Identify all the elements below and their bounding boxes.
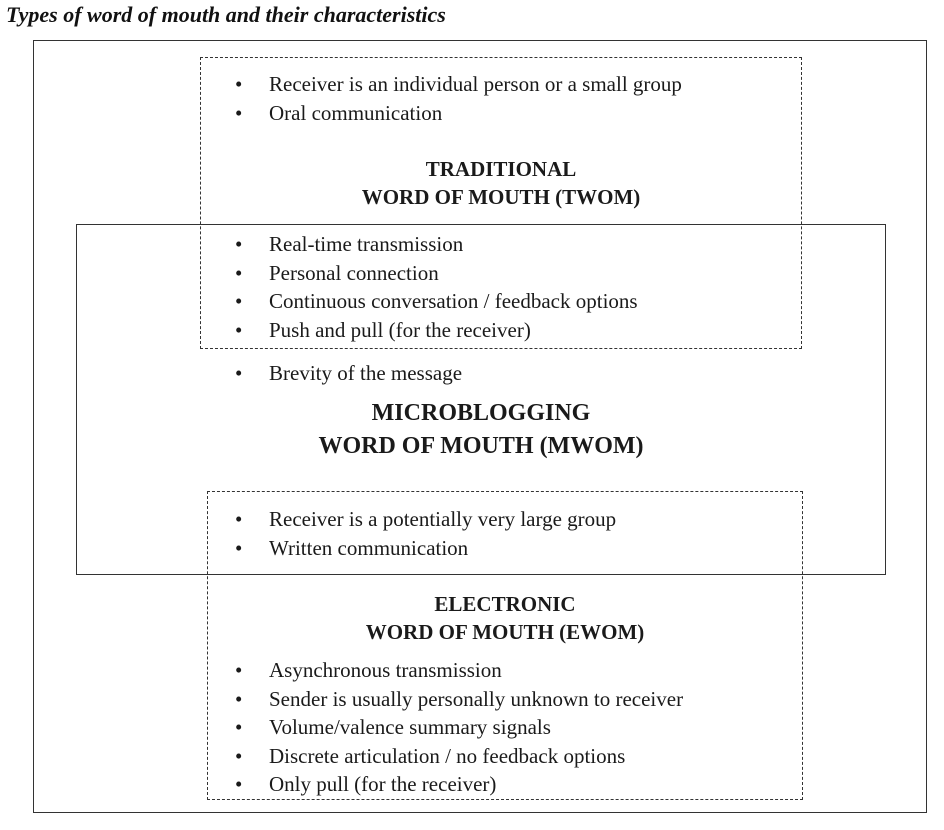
mwom-heading bbox=[76, 397, 886, 463]
bullet: • bbox=[235, 289, 243, 313]
list-item bbox=[232, 685, 683, 714]
item-text: Receiver is a potentially very large group bbox=[269, 507, 617, 531]
twom-characteristics-list bbox=[232, 70, 682, 127]
twom-heading-line2: WORD OF MOUTH (TWOM) bbox=[361, 185, 641, 209]
list-item bbox=[232, 656, 683, 685]
item-text: Written communication bbox=[269, 535, 469, 560]
bullet: • bbox=[235, 535, 243, 560]
mwom-characteristics-list bbox=[232, 359, 462, 388]
item-text: Real-time transmission bbox=[269, 232, 464, 256]
list-item bbox=[232, 99, 682, 128]
item-text: Push and pull (for the receiver) bbox=[269, 317, 531, 342]
mwom-heading-line2: WORD OF MOUTH (MWOM) bbox=[318, 433, 644, 459]
bullet: • bbox=[235, 743, 243, 768]
ewom-heading bbox=[207, 590, 803, 646]
item-text: Continuous conversation / feedback options bbox=[269, 289, 638, 313]
bullet: • bbox=[235, 715, 243, 739]
bullet: • bbox=[235, 658, 243, 682]
list-item bbox=[232, 230, 638, 259]
list-item bbox=[232, 287, 638, 316]
item-text: Brevity of the message bbox=[269, 361, 463, 385]
list-item bbox=[232, 713, 683, 742]
twom-heading-line1: TRADITIONAL bbox=[425, 157, 577, 181]
list-item bbox=[232, 505, 616, 534]
item-text: Personal connection bbox=[269, 260, 439, 285]
ewom-heading-line1: ELECTRONIC bbox=[434, 592, 576, 616]
item-text: Receiver is an individual person or a small group bbox=[269, 72, 682, 96]
twom-mwom-shared-list bbox=[232, 230, 638, 344]
mwom-ewom-shared-list bbox=[232, 505, 616, 562]
figure-caption: Types of word of mouth and their characteristics bbox=[6, 2, 446, 27]
bullet: • bbox=[235, 686, 243, 711]
bullet: • bbox=[235, 772, 243, 796]
list-item bbox=[232, 316, 638, 345]
bullet: • bbox=[235, 361, 243, 385]
item-text: Discrete articulation / no feedback options bbox=[269, 743, 626, 768]
item-text: Sender is usually personally unknown to receiver bbox=[269, 686, 684, 711]
item-text: Oral communication bbox=[269, 100, 443, 125]
mwom-heading-line1: MICROBLOGGING bbox=[371, 400, 591, 426]
list-item bbox=[232, 770, 683, 799]
ewom-heading-line2: WORD OF MOUTH (EWOM) bbox=[365, 620, 645, 644]
bullet: • bbox=[235, 100, 243, 125]
bullet: • bbox=[235, 260, 243, 285]
bullet: • bbox=[235, 507, 243, 531]
list-item bbox=[232, 259, 638, 288]
item-text: Asynchronous transmission bbox=[269, 658, 502, 682]
item-text: Only pull (for the receiver) bbox=[269, 772, 497, 796]
list-item bbox=[232, 742, 683, 771]
item-text: Volume/valence summary signals bbox=[269, 715, 551, 739]
list-item bbox=[232, 534, 616, 563]
list-item bbox=[232, 359, 462, 388]
bullet: • bbox=[235, 317, 243, 342]
bullet: • bbox=[235, 72, 243, 96]
bullet: • bbox=[235, 232, 243, 256]
twom-heading bbox=[200, 155, 802, 211]
list-item bbox=[232, 70, 682, 99]
ewom-characteristics-list bbox=[232, 656, 683, 799]
